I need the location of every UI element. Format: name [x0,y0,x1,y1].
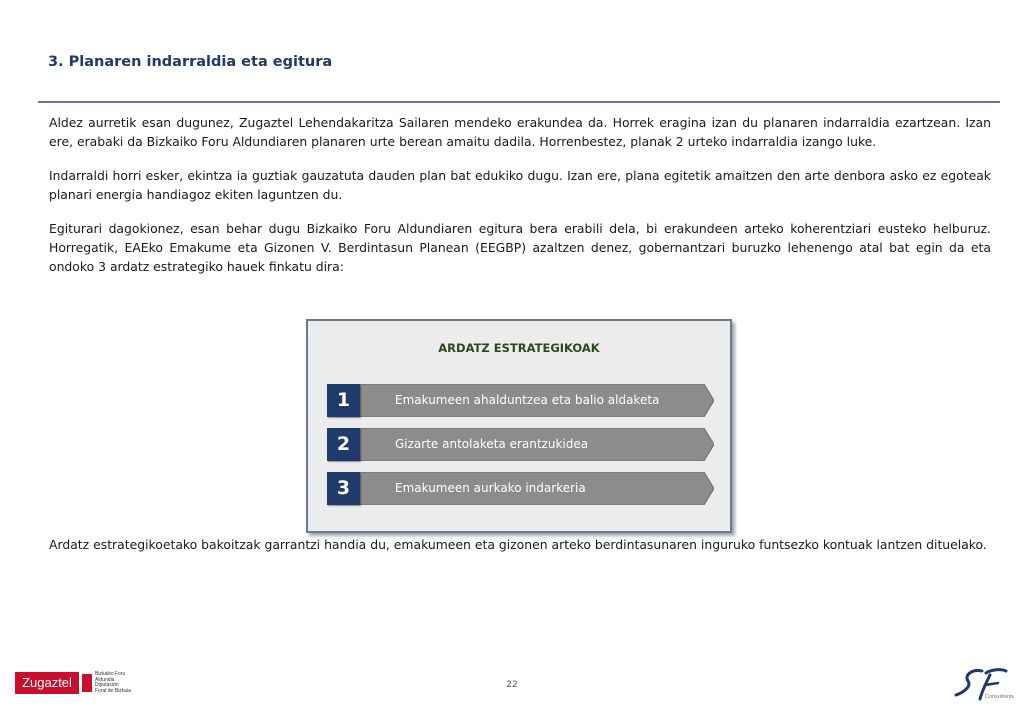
strategic-axes-panel [306,319,732,533]
axis-label: Emakumeen aurkako indarkeria [395,481,586,495]
strategic-axes-title: ARDATZ ESTRATEGIKOAK [438,341,600,355]
paragraph-egitura: Egiturari dagokionez, esan behar dugu Bizkaiko Foru Aldundiaren egitura bera erabili dela, bi erakundeen arteko koherentziari eusteko helburuz. Horregatik, EAEko Emakume eta Gizonen V. Berdintasun Planean (EEGBP) azaltzen denez, gobernantzari buruzko lehenengo atal bat egin da eta ondoko 3 ardatz estrategiko hauek finkatu dira: [49,221,991,274]
zugaztel-brand: Zugaztel [15,672,79,694]
axis-label: Emakumeen ahalduntzea eta balio aldaketa [395,393,660,407]
axis-label: Gizarte antolaketa erantzukidea [395,437,589,451]
strategic-axis-3 [327,472,715,506]
axis-number: 1 [327,384,360,417]
page-number: 22 [506,680,518,690]
consultancy-logo-text: Consultants [985,694,1015,700]
axis-number: 3 [327,472,360,505]
title-divider [38,101,1000,103]
axis-number: 2 [327,428,360,461]
paragraph-ekintzak: Indarraldi horri esker, ekintza ia guztiak gauzatuta dauden plan bat edukiko dugu. Izan ere, plana egitetik amaitzen den arte denbora asko ez egoteak planari energia handiagoz ekiten laguntzen du. [49,168,991,202]
paragraph-ardatzak: Ardatz estrategikoetako bakoitzak garrantzi handia du, emakumeen eta gizonen arteko berdintasunaren inguruko funtsezko kontuak lantzen dituelako. [49,537,987,552]
paragraph-indarraldia: Aldez aurretik esan dugunez, Zugaztel Lehendakaritza Sailaren mendeko erakundea da. Horrek eragina izan du planaren indarraldia ezartzean. Izan ere, erabaki da Bizkaiko Foru Aldundiaren planaren urte berean amaitu dadila. Horrenbestez, planak 2 urteko indarraldia izango luke. [49,115,991,149]
section-title: 3. Planaren indarraldia eta egitura [48,54,333,70]
bizkaia-logo-text: Bizkaiko Foru Aldundia Diputación Foral de Bizkaia [95,671,131,694]
strategic-axis-1 [327,384,715,418]
strategic-axis-2 [327,428,715,462]
